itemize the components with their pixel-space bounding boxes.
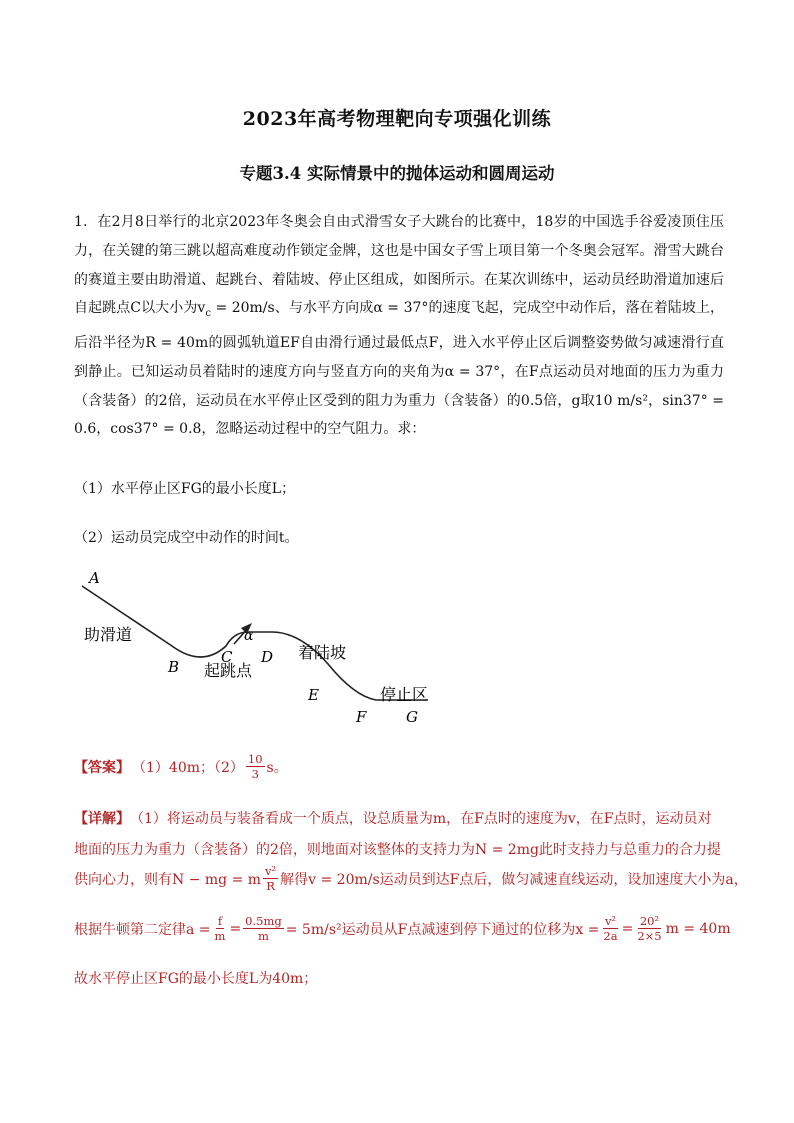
detail-fraction-fm — [213, 914, 228, 943]
sub-question-2: （2）运动员完成空中动作的时间t。 — [74, 530, 299, 546]
sub-question-1: （1）水平停止区FG的最小长度L； — [74, 481, 296, 497]
label-A: A — [89, 569, 100, 587]
label-E: E — [308, 686, 319, 704]
detail-eq2: = — [621, 920, 634, 937]
answer-fraction-denominator: 3 — [251, 767, 259, 781]
detail-eq: = — [229, 920, 242, 937]
frac-den: 2a — [603, 929, 618, 943]
detail-text-3a: 供向心力，则有N − mg = m — [74, 871, 262, 888]
detail-fraction-v2-2a — [601, 914, 619, 943]
answer-line — [74, 752, 288, 781]
frac-num: 0.5mg — [245, 914, 282, 928]
answer-label: 【答案】 — [74, 759, 130, 776]
ski-jump-figure — [76, 566, 446, 746]
detail-line-3 — [74, 864, 748, 893]
detail-text-4c: m = 40m — [665, 920, 731, 937]
answer-fraction — [246, 752, 265, 781]
frac-num: f — [217, 914, 223, 928]
question-body-cont: = 20m/s、与水平方向成α = 37°的速度飞起，完成空中动作后，落在着陆坡上，后沿半径为R = 40m的圆弧轨道EF自由滑行通过最低点F，进入水平停止区后调整姿势做匀减速滑行直到静止。已知运动员着陆时的速度方向与竖直方向的夹角为α = 37°，在F点运动员对地面的压力为重力（含装备）的2倍，运动员在水平停止区受到的阻力为重力（含装备）的0.5倍，g取10 m/s²，sin37° = 0.6，cos37° = 0.8，忽略运动过程中的空气阻力。求： — [74, 300, 724, 438]
detail-text-1: （1）将运动员与装备看成一个质点，设总质量为m，在F点时的速度为v，在F点时，运动员对 — [130, 811, 712, 827]
frac-num: v² — [265, 864, 277, 878]
answer-part1: （1）40m；（2） — [132, 759, 244, 776]
answer-unit: s。 — [266, 759, 288, 776]
question-number: 1． — [74, 214, 98, 230]
answer-fraction-numerator: 10 — [247, 752, 263, 766]
page-title: 2023年高考物理靶向专项强化训练 — [242, 108, 552, 130]
label-F: F — [356, 708, 367, 726]
label-G: G — [406, 708, 418, 726]
detail-fraction-20sq — [635, 914, 663, 943]
detail-text-2: 地面的压力为重力（含装备）的2倍，则地面对该整体的支持力为N = 2mg此时支持力与总重力的合力提 — [74, 842, 721, 858]
frac-num: v² — [604, 914, 617, 928]
detail-line-1 — [74, 808, 724, 828]
label-alpha: α — [244, 628, 254, 644]
question-text — [74, 208, 724, 444]
detail-text-3b: 解得v = 20m/s运动员到达F点后，做匀减速直线运动，设加速度大小为a， — [280, 871, 748, 888]
detail-label: 【详解】 — [74, 811, 130, 827]
label-B: B — [168, 658, 180, 676]
label-takeoff: 起跳点 — [204, 661, 253, 680]
frac-den: m — [258, 929, 269, 943]
label-C: C — [221, 648, 233, 666]
detail-text-4b: = 5m/s²运动员从F点减速到停下通过的位移为x = — [285, 921, 600, 938]
detail-text-5: 故水平停止区FG的最小长度L为40m； — [74, 971, 318, 987]
velocity-subscript: c — [205, 308, 211, 320]
detail-fraction-05mg — [243, 914, 284, 943]
detail-fraction-v2R — [263, 864, 278, 893]
track-path — [82, 586, 428, 700]
page-subtitle: 专题3.4 实际情景中的抛体运动和圆周运动 — [239, 164, 555, 183]
detail-line-5 — [74, 968, 724, 988]
frac-num: 20² — [639, 914, 660, 928]
label-D: D — [261, 648, 274, 666]
frac-den: R — [266, 879, 275, 893]
label-stop: 停止区 — [380, 685, 429, 704]
label-slope: 着陆坡 — [298, 643, 347, 662]
detail-line-4 — [74, 914, 731, 943]
frac-den: m — [214, 929, 226, 943]
detail-text-4a: 根据牛顿第二定律a = — [74, 921, 211, 938]
question-body: 在2月8日举行的北京2023年冬奥会自由式滑雪女子大跳台的比赛中，18岁的中国选手谷爱凌顶住压力，在关键的第三跳以超高难度动作锁定金牌，这也是中国女子雪上项目第一个冬奥会冠军。滑雪大跳台的赛道主要由助滑道、起跳台、着陆坡、停止区组成，如图所示。在某次训练中，运动员经助滑道加速后自起跳点C以大小为v — [74, 214, 724, 317]
detail-line-2 — [74, 839, 724, 859]
label-ramp: 助滑道 — [84, 625, 133, 644]
frac-den: 2×5 — [637, 929, 662, 943]
